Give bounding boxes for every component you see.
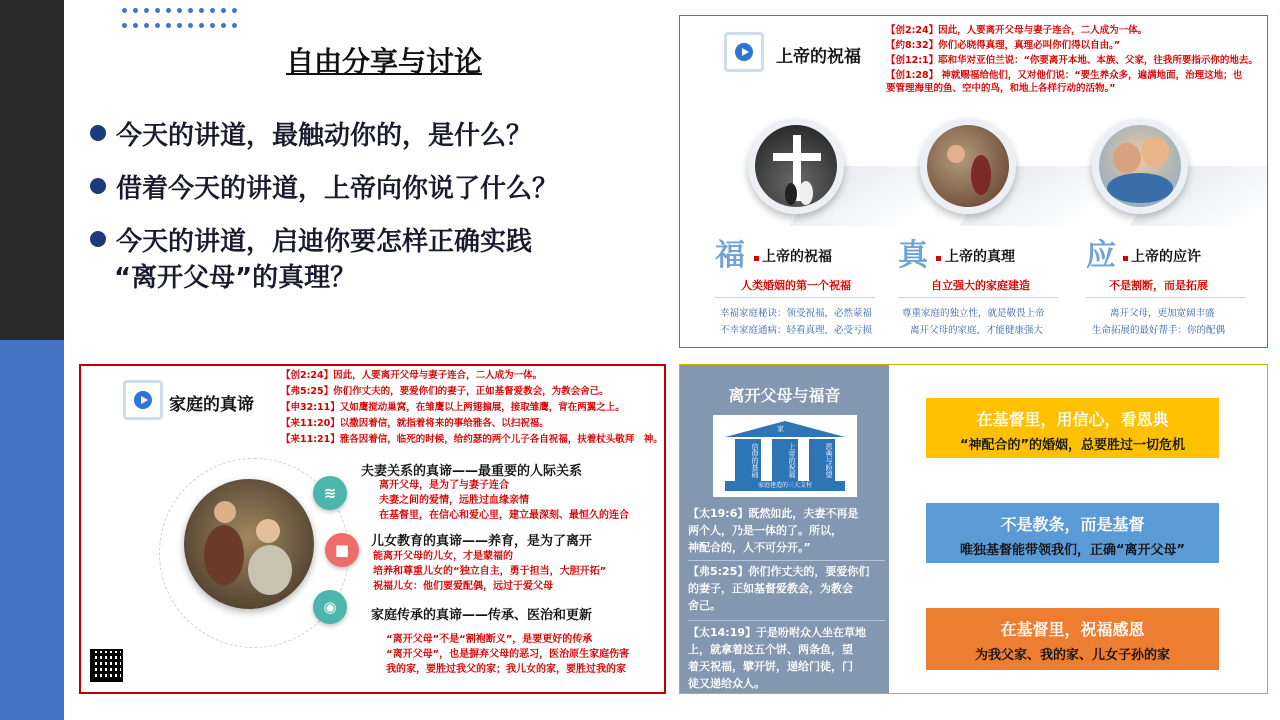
dot bbox=[155, 8, 160, 13]
dot bbox=[232, 8, 237, 13]
column-big-char: 福 bbox=[715, 238, 745, 273]
dot bbox=[221, 23, 226, 28]
dot bbox=[221, 8, 226, 13]
verse-block bbox=[688, 505, 885, 556]
dot bbox=[188, 23, 193, 28]
dot bbox=[177, 8, 182, 13]
item-line: 在基督里，在信心和爱心里，建立最深刻、最恒久的连合 bbox=[379, 510, 629, 521]
item-line: 夫妻之间的爱情，远胜过血缘亲情 bbox=[379, 495, 529, 506]
verse-line: 【来11:21】雅各因着信，临死的时候，给约瑟的两个儿子各自祝福，扶着杖头敬拜 神。 bbox=[281, 434, 663, 445]
qr-code bbox=[90, 649, 123, 682]
item-line: 祝福儿女：他们要爱配偶，远过于爱父母 bbox=[373, 581, 553, 592]
card-subline: 为我父家、我的家、儿女子孙的家 bbox=[974, 648, 1170, 663]
verse-block bbox=[688, 563, 885, 614]
gospel-panel bbox=[679, 364, 1268, 694]
divider bbox=[688, 620, 885, 621]
dot bbox=[155, 23, 160, 28]
temple-roof-label: 家 bbox=[777, 425, 784, 433]
sidebar bbox=[680, 365, 889, 693]
column-line: 生命拓展的最好帮手：你的配偶 bbox=[1092, 325, 1226, 336]
temple-pillar: 信仰的基础 bbox=[735, 439, 761, 481]
play-icon bbox=[123, 380, 163, 420]
question-3: 今天的讲道，启迪你要怎样正确实践 bbox=[90, 223, 532, 261]
dot bbox=[133, 8, 138, 13]
item-line: 我的家，要胜过我父的家；我儿女的家，要胜过我的家 bbox=[386, 664, 626, 675]
family-painting bbox=[184, 479, 314, 609]
item-line: 培养和尊重儿女的“独立自主，勇于担当，大胆开拓” bbox=[373, 566, 607, 577]
card-headline: 在基督里，祝福感恩 bbox=[1000, 620, 1145, 639]
decorative-dots bbox=[122, 8, 252, 34]
column-red-text: 自立强大的家庭建造 bbox=[931, 279, 1030, 292]
item-line: 离开父母，是为了与妻子连合 bbox=[379, 480, 509, 491]
dot bbox=[210, 8, 215, 13]
dot bbox=[133, 23, 138, 28]
verse-text: 徒又递给众人。 bbox=[688, 677, 765, 690]
wedding-photo bbox=[748, 118, 844, 214]
dot bbox=[122, 23, 127, 28]
card-subline: 唯独基督能带领我们，正确“离开父母” bbox=[959, 543, 1186, 558]
verse-text: 于是吩咐众人坐在草地 bbox=[756, 626, 867, 639]
gospel-card bbox=[926, 608, 1219, 670]
temple-diagram bbox=[713, 415, 857, 497]
slide-title: 自由分享与讨论 bbox=[286, 45, 483, 78]
item-heading: 夫妻关系的真谛——最重要的人际关系 bbox=[361, 464, 583, 479]
panel-title: 离开父母与福音 bbox=[728, 386, 841, 405]
column-big-char: 真 bbox=[898, 238, 928, 273]
column-red-text: 人类婚姻的第一个祝福 bbox=[741, 279, 851, 292]
gospel-card bbox=[926, 398, 1219, 458]
play-icon bbox=[724, 32, 764, 72]
blessing-panel bbox=[679, 15, 1268, 348]
column-line: 尊重家庭的独立性，就是敬畏上帝 bbox=[902, 308, 1045, 319]
question-1: 今天的讲道，最触动你的，是什么？ bbox=[90, 117, 532, 155]
verse-line: 【约8:32】你们必晓得真理，真理必叫你们得以自由。” bbox=[886, 40, 1121, 51]
question-2: 借着今天的讲道，上帝向你说了什么？ bbox=[90, 170, 558, 208]
verse-line: 要管理海里的鱼、空中的鸟，和地上各样行动的活物。” bbox=[886, 83, 1116, 94]
left-dark-bar bbox=[0, 0, 64, 340]
bullet-icon bbox=[90, 125, 106, 141]
item-line: “离开父母”，也是摒弃父母的恶习，医治原生家庭伤害 bbox=[386, 649, 630, 660]
verse-text: 你们作丈夫的，要爱你们 bbox=[748, 565, 870, 578]
bullet-icon bbox=[90, 178, 106, 194]
verse-line: 【申32:11】又如鹰搅动巢窝，在雏鹰以上两翅搧展，接取雏鹰，背在两翼之上。 bbox=[281, 402, 625, 413]
item-line: 能离开父母的儿女，才是蒙福的 bbox=[373, 551, 513, 562]
verse-text: 两个人，乃是一体的了。所以， bbox=[688, 524, 842, 537]
temple-pillar: 上帝的祝福 bbox=[772, 439, 798, 481]
item-heading: 儿女教育的真谛——养育，是为了离开 bbox=[371, 534, 593, 549]
red-dot bbox=[1123, 256, 1128, 261]
divider bbox=[715, 297, 875, 298]
card-headline: 不是教条，而是基督 bbox=[1000, 515, 1145, 534]
column-line: 幸福家庭秘诀：领受祝福，必然蒙福 bbox=[720, 308, 873, 319]
left-blue-bar bbox=[0, 340, 64, 720]
couple-photo bbox=[1092, 118, 1188, 214]
dot bbox=[199, 8, 204, 13]
dot bbox=[144, 8, 149, 13]
divider bbox=[1086, 297, 1246, 298]
red-dot bbox=[936, 256, 941, 261]
divider bbox=[898, 297, 1058, 298]
chat-icon: ◉ bbox=[313, 590, 347, 624]
dot bbox=[166, 8, 171, 13]
family-truth-panel bbox=[79, 364, 666, 694]
dot bbox=[166, 23, 171, 28]
column-line: 不幸家庭通病：轻看真理，必受亏损 bbox=[720, 325, 873, 336]
layers-icon: ≋ bbox=[313, 476, 347, 510]
verse-text: 上，就拿着这五个饼、两条鱼，望 bbox=[688, 643, 853, 656]
column-line: 离开父母的家庭，才能健康强大 bbox=[910, 325, 1044, 336]
column-title: 上帝的真理 bbox=[945, 249, 1015, 265]
verse-line: 【创1:28】 神就赐福给他们，又对他们说：“要生养众多，遍满地面，治理这地；也 bbox=[886, 70, 1243, 81]
dot bbox=[122, 8, 127, 13]
dot bbox=[144, 23, 149, 28]
dot bbox=[199, 23, 204, 28]
card-headline: 在基督里，用信心，看恩典 bbox=[976, 410, 1169, 429]
verse-line: 【弗5:25】你们作丈夫的，要爱你们的妻子，正如基督爱教会，为教会舍己。 bbox=[281, 386, 609, 397]
item-line: “离开父母”不是“割袍断义”，是要更好的传承 bbox=[386, 634, 593, 645]
verse-line: 【创12:1】耶和华对亚伯兰说：“你要离开本地、本族、父家，往我所要指示你的地去。 bbox=[886, 55, 1258, 66]
dot bbox=[210, 23, 215, 28]
temple-pillar: 恩典与盼望 bbox=[809, 439, 835, 481]
column-red-text: 不是割断，而是拓展 bbox=[1109, 279, 1208, 292]
lock-icon: ■ bbox=[325, 533, 359, 567]
temple-roof bbox=[725, 421, 845, 437]
panel-title: 家庭的真谛 bbox=[169, 395, 254, 415]
column-title: 上帝的应许 bbox=[1131, 249, 1201, 265]
verse-text: 着天祝福，擘开饼，递给门徒，门 bbox=[688, 660, 853, 673]
verse-ref: 【太14:19】 bbox=[688, 626, 757, 639]
verse-ref: 【弗5:25】 bbox=[688, 565, 749, 578]
column-line: 离开父母，更加宽阔丰盛 bbox=[1110, 308, 1215, 319]
verse-ref: 【太19:6】 bbox=[688, 507, 749, 520]
verse-line: 【创2:24】因此，人要离开父母与妻子连合，二人成为一体。 bbox=[281, 370, 543, 381]
verse-text: 舍己。 bbox=[688, 599, 721, 612]
bullet-icon bbox=[90, 231, 106, 247]
verse-text: 的妻子，正如基督爱教会，为教会 bbox=[688, 582, 853, 595]
verse-text: 神配合的，人不可分开。” bbox=[688, 541, 811, 554]
panel-title: 上帝的祝福 bbox=[776, 47, 861, 67]
verse-line: 【来11:20】以撒因着信，就指着将来的事给雅各、以扫祝福。 bbox=[281, 418, 549, 429]
column-title: 上帝的祝福 bbox=[762, 249, 832, 265]
gospel-card bbox=[926, 503, 1219, 563]
card-subline: “神配合的”的婚姻，总要胜过一切危机 bbox=[959, 438, 1186, 453]
temple-base: 家庭建造的三大支柱 bbox=[725, 481, 845, 491]
question-3-continued: “离开父母”的真理？ bbox=[114, 263, 357, 293]
column-big-char: 应 bbox=[1086, 238, 1116, 273]
family-painting bbox=[920, 118, 1016, 214]
verse-text: 既然如此，夫妻不再是 bbox=[748, 507, 859, 520]
dot bbox=[232, 23, 237, 28]
dot bbox=[177, 23, 182, 28]
verse-block bbox=[688, 624, 885, 692]
dot bbox=[188, 8, 193, 13]
verse-line: 【创2:24】因此，人要离开父母与妻子连合，二人成为一体。 bbox=[886, 25, 1148, 36]
item-heading: 家庭传承的真谛——传承、医治和更新 bbox=[371, 608, 593, 623]
divider bbox=[688, 560, 885, 561]
red-dot bbox=[754, 256, 759, 261]
